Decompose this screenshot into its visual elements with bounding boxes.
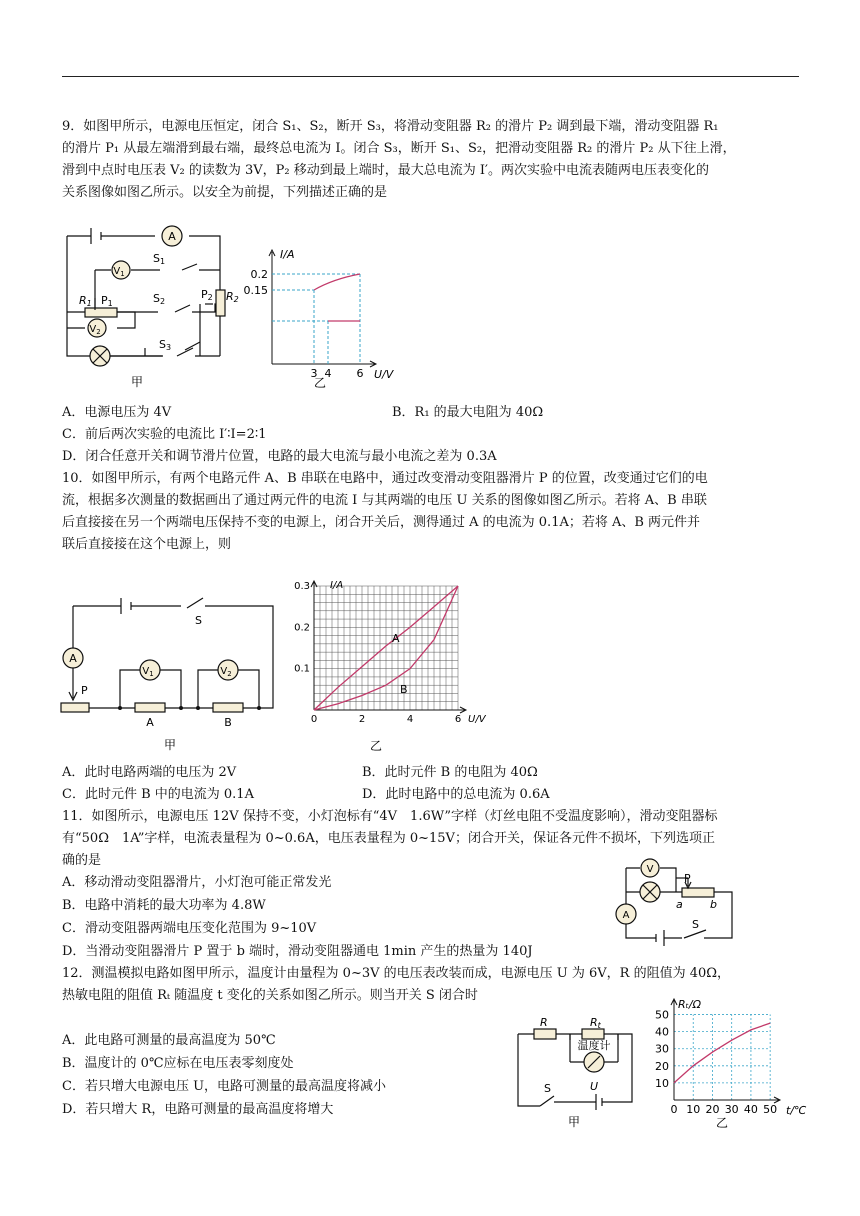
q10-stem-line1: 10．如图甲所示，有两个电路元件 A、B 串联在电路中，通过改变滑动变阻器滑片 P 的位置，改变通过它们的电 [62,471,708,486]
q10-option-c[interactable]: C．此时元件 B 中的电流为 0.1A [62,787,254,802]
q10-chart-ylabel: I/A [330,580,344,591]
x-tick-label: 30 [724,1103,739,1116]
q11-end-a-label: a [676,898,683,911]
q9-circuit-figure [55,224,239,394]
q9-stem-line1: 9．如图甲所示，电源电压恒定，闭合 S₁、S₂，断开 S₃，将滑动变阻器 R₂ 的滑片 P₂ 调到最下端，滑动变阻器 R₁ [62,119,719,134]
q10-chart [290,578,500,754]
q10-circuit-figure [55,596,295,752]
q12-chart [650,996,810,1132]
q9-s1-label: S1 [153,252,166,266]
y-tick-label: 0.3 [294,581,310,592]
q9-r2-label: R2 [226,290,239,304]
q11-option-c[interactable]: C．滑动变阻器两端电压变化范围为 9~10V [62,921,317,936]
q9-graph-ylabel: I/A [280,248,295,261]
q11-stem-line3: 确的是 [62,853,102,868]
q10-v2-label: $V_2$ [220,666,232,678]
q10-option-a[interactable]: A．此时电路两端的电压为 2V [62,765,237,780]
q11-stem-line2: 有“50Ω 1A”字样，电流表量程为 0~0.6A，电压表量程为 0~15V；闭合开关，保证各元件不损坏，下列选项正 [62,831,715,846]
y-tick-label: 20 [655,1059,669,1073]
series-label-A: A [392,631,400,645]
x-tick-label: 6 [454,714,462,725]
x-tick-label: 50 [763,1103,778,1116]
y-tick-label: 0.1 [294,663,310,675]
q10-element-a-label: A [146,716,154,729]
q9-graph-figure [243,246,418,390]
y-tick-label: 10 [655,1076,669,1090]
q9-fig-right-caption: 乙 [313,376,327,390]
q9-p1-label: P1 [101,294,113,308]
q9-s2-label: S2 [153,292,166,306]
q12-r-label: R [540,1016,548,1029]
header-rule [62,76,799,77]
q12-source-label: U [590,1080,599,1093]
series-line [674,1023,770,1083]
q10-v1-label: $V_1$ [142,666,154,678]
q12-option-d[interactable]: D．若只增大 R，电路可测量的最高温度将增大 [62,1102,334,1117]
x-tick-label: 4 [406,714,414,725]
x-tick-label: 40 [743,1103,758,1116]
q11-voltmeter-label: V [646,864,654,875]
q9-p2-label: P2 [201,288,213,302]
q10-switch-label: S [195,614,202,627]
y-tick-label: 30 [655,1042,669,1056]
q9-stem-line4: 关系图像如图乙所示。以安全为前提，下列描述正确的是 [62,185,388,200]
y-tick-label: 0.2 [294,622,310,634]
series-label-B: B [400,683,408,697]
q10-option-b[interactable]: B．此时元件 B 的电阻为 40Ω [362,765,538,780]
q9-stem-line3: 滑到中点时电压表 V₂ 的读数为 3V，P₂ 移动到最上端时，最大总电流为 I′。两次实验中电流表随两电压表变化的 [62,163,709,178]
q9-graph-ytick: 0.2 [250,268,268,281]
q11-ammeter-label: A [622,910,630,921]
x-tick-label: 2 [358,714,366,725]
q9-option-b[interactable]: B．R₁ 的最大电阻为 40Ω [392,405,544,420]
q9-option-d[interactable]: D．闭合任意开关和调节滑片位置，电路的最大电流与最小电流之差为 0.3A [62,449,497,464]
q9-stem-line2: 的滑片 P₁ 从最左端滑到最右端，最终总电流为 I。闭合 S₃，断开 S₁、S₂，把滑动变阻器 R₂ 的滑片 P₂ 从下往上滑， [62,141,736,156]
q10-slider-label: P [81,684,88,697]
x-tick-label: 0 [310,714,318,725]
q10-stem-line2: 流，根据多次测量的数据画出了通过两元件的电流 I 与其两端的电压 U 关系的图像如图乙所示。若将 A、B 串联 [62,493,707,508]
q10-ammeter-label: A [69,652,77,665]
q12-switch-label: S [544,1082,551,1095]
q12-option-a[interactable]: A．此电路可测量的最高温度为 50℃ [62,1033,276,1048]
q10-stem-line3: 后直接接在另一个两端电压保持不变的电源上，闭合开关后，测得通过 A 的电流为 0.1A；若将 A、B 两元件并 [62,515,701,530]
q10-option-d[interactable]: D．此时电路中的总电流为 0.6A [362,787,550,802]
q9-graph-xtick: 6 [356,367,364,380]
q9-option-c[interactable]: C．前后两次实验的电流比 I′∶I=2∶1 [62,427,267,442]
q9-graph-xlabel: U/V [374,368,394,381]
q11-option-d[interactable]: D．当滑动变阻器滑片 P 置于 b 端时，滑动变阻器通电 1min 产生的热量为 140J [62,944,533,959]
q11-circuit-figure [612,852,752,948]
q9-graph-ytick: 0.15 [243,284,268,297]
y-tick-label: 40 [655,1025,669,1039]
q10-fig-left-caption: 甲 [163,738,177,752]
q9-v2-label: $V_2$ [89,324,101,336]
q12-stem-line1: 12．测温模拟电路如图甲所示，温度计由量程为 0~3V 的电压表改装而成，电源电压 U 为 6V，R 的阻值为 40Ω， [62,966,731,981]
x-tick-label: 20 [705,1103,720,1116]
x-tick-label: 10 [686,1103,701,1116]
q11-option-a[interactable]: A．移动滑动变阻器滑片，小灯泡可能正常发光 [62,875,332,890]
q9-r1-label: R1 [79,294,92,308]
q10-chart-xlabel: U/V [468,714,486,725]
q9-ammeter-label: A [168,230,176,243]
q12-fig-right-caption: 乙 [715,1116,729,1130]
y-tick-label: 50 [655,1008,669,1022]
q9-graph-xtick: 3 [310,367,318,380]
q9-option-a[interactable]: A．电源电压为 4V [62,405,172,420]
q10-fig-right-caption: 乙 [369,739,383,753]
q12-stem-line2: 热敏电阻的阻值 Rₜ 随温度 t 变化的关系如图乙所示。则当开关 S 闭合时 [62,988,478,1003]
q12-option-c[interactable]: C．若只增大电源电压 U，电路可测量的最高温度将减小 [62,1079,387,1094]
q12-fig-left-caption: 甲 [567,1115,581,1129]
q11-stem-line1: 11．如图所示，电源电压 12V 保持不变，小灯泡标有“4V 1.6W”字样（灯丝电阻不受温度影响），滑动变阻器标 [62,809,718,824]
q11-option-b[interactable]: B．电路中消耗的最大功率为 4.8W [62,898,266,913]
q12-rt-label: Rt [590,1016,601,1030]
q12-option-b[interactable]: B．温度计的 0℃应标在电压表零刻度处 [62,1056,294,1071]
q12-chart-ylabel: Rₜ/Ω [678,998,701,1011]
q11-slider-label: P [684,872,691,885]
q11-switch-label: S [692,918,699,931]
q9-graph-xtick: 4 [324,367,332,380]
q12-thermometer-label: 温度计 [577,1039,611,1052]
q11-end-b-label: b [710,898,717,911]
q9-s3-label: S3 [159,338,172,352]
q12-chart-xlabel: t/℃ [786,1104,807,1117]
q9-fig-left-caption: 甲 [130,375,144,389]
q10-stem-line4: 联后直接接在这个电源上，则 [62,537,232,552]
x-tick-label: 0 [670,1103,678,1116]
q12-circuit-figure [510,1016,660,1130]
q9-v1-label: $V_1$ [113,266,125,278]
q10-element-b-label: B [224,716,232,729]
